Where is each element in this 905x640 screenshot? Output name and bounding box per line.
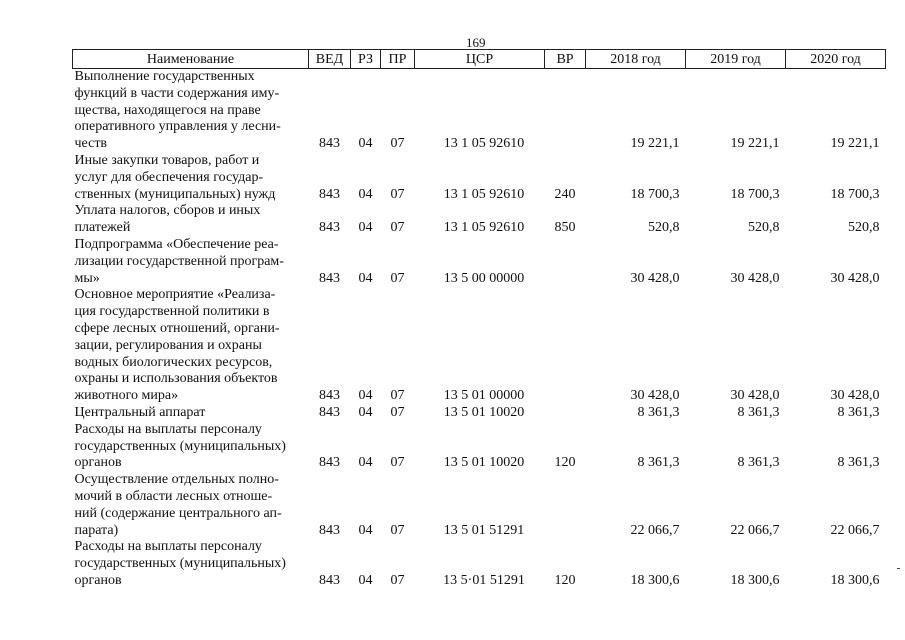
row-name-line: мочий в области лесных отноше-	[74, 488, 273, 504]
row-csr: 13 1 05 92610	[443, 220, 525, 236]
row-name-line: сфере лесных отношений, органи-	[74, 320, 280, 336]
row-name	[73, 237, 309, 287]
row-vr	[545, 69, 586, 153]
row-2018: 18 700,3	[630, 186, 680, 202]
row-name-line: услуг для обеспечения государ-	[74, 169, 264, 185]
row-pr: 07	[390, 270, 405, 286]
row-ved: 843	[319, 572, 340, 588]
row-name-line: Подпрограмма «Обеспечение реа-	[74, 236, 279, 252]
row-name-line: ний (содержание центрального ап-	[74, 505, 282, 521]
row-rz: 04	[358, 136, 373, 152]
row-2020: 18 700,3	[830, 186, 880, 202]
row-name-line: Осуществление отдельных полно-	[74, 472, 279, 488]
row-rz: 04	[358, 186, 373, 202]
row-2018: 8 361,3	[637, 404, 680, 420]
row-pr: 07	[390, 404, 405, 420]
row-ved: 843	[319, 220, 340, 236]
row-2019: 18 700,3	[730, 186, 780, 202]
row-2018: 30 428,0	[630, 388, 680, 404]
row-pr: 07	[390, 186, 405, 202]
row-name-line: платежей	[74, 220, 131, 236]
row-csr: 13 5·01 51291	[443, 572, 525, 588]
row-vr: 120	[554, 455, 576, 471]
table-row	[73, 539, 886, 589]
row-name-line: Расходы на выплаты персоналу	[74, 421, 262, 437]
row-rz: 04	[358, 388, 373, 404]
row-2020: 30 428,0	[830, 388, 880, 404]
row-csr: 13 5 01 10020	[443, 404, 525, 420]
row-rz: 04	[358, 455, 373, 471]
header-2018: 2018 год	[586, 50, 686, 69]
row-csr: 13 1 05 92610	[443, 186, 525, 202]
row-rz: 04	[358, 270, 373, 286]
row-name-line: государственных (муниципальных)	[74, 438, 286, 454]
row-pr: 07	[390, 136, 405, 152]
row-pr: 07	[390, 220, 405, 236]
row-ved: 843	[319, 455, 340, 471]
row-ved: 843	[319, 186, 340, 202]
row-ved: 843	[319, 136, 340, 152]
table-body	[73, 69, 886, 590]
row-pr: 07	[390, 572, 405, 588]
row-ved: 843	[319, 270, 340, 286]
row-vr	[545, 405, 586, 422]
row-2020: 22 066,7	[830, 522, 880, 538]
row-csr: 13 5 01 10020	[443, 455, 525, 471]
row-vr: 850	[554, 220, 576, 236]
row-name-line: ция государственной политики в	[74, 304, 270, 320]
table-row	[73, 287, 886, 405]
row-name	[73, 405, 309, 422]
row-ved: 843	[319, 404, 340, 420]
row-name-line: государственных (муниципальных)	[74, 556, 286, 572]
row-2019: 30 428,0	[730, 270, 780, 286]
row-2019: 8 361,3	[737, 404, 780, 420]
row-rz: 04	[358, 404, 373, 420]
row-vr	[545, 287, 586, 405]
row-pr: 07	[390, 388, 405, 404]
budget-table	[72, 49, 886, 590]
row-name-line: Уплата налогов, сборов и иных	[74, 203, 261, 219]
row-2019: 520,8	[748, 220, 780, 236]
row-name-line: зации, регулирования и охраны	[74, 337, 262, 353]
row-2020: 8 361,3	[837, 455, 880, 471]
row-pr: 07	[390, 455, 405, 471]
header-2020: 2020 год	[786, 50, 886, 69]
row-2018: 30 428,0	[630, 270, 680, 286]
table-row	[73, 153, 886, 203]
row-name-line: лизации государственной програм-	[74, 253, 284, 269]
row-name-line: щества, находящегося на праве	[74, 102, 261, 118]
table-header-row	[73, 50, 886, 69]
row-2020: 19 221,1	[830, 136, 880, 152]
table-row	[73, 422, 886, 472]
row-2019: 19 221,1	[730, 136, 780, 152]
row-name	[73, 422, 309, 472]
row-2018: 19 221,1	[630, 136, 680, 152]
row-2020: 18 300,6	[830, 572, 880, 588]
page-number: 169	[466, 35, 486, 50]
row-name-line: Основное мероприятие «Реализа-	[74, 287, 276, 303]
row-rz: 04	[358, 522, 373, 538]
row-name	[73, 203, 309, 237]
row-name-line: ственных (муниципальных) нужд	[74, 186, 276, 202]
header-rz: РЗ	[351, 50, 381, 69]
row-rz: 04	[358, 572, 373, 588]
table-row	[73, 203, 886, 237]
row-2018: 520,8	[648, 220, 680, 236]
row-name-line: парата)	[74, 522, 119, 538]
row-name-line: Иные закупки товаров, работ и	[74, 152, 260, 168]
row-name-line: Выполнение государственных	[74, 69, 255, 84]
row-name-line: охраны и использования объектов	[74, 371, 278, 387]
row-name	[73, 472, 309, 539]
row-name-line: животного мира»	[74, 388, 179, 404]
row-name-line: оперативного управления у лесни-	[74, 119, 281, 135]
row-2018: 8 361,3	[637, 455, 680, 471]
row-name-line: Расходы на выплаты персоналу	[74, 539, 262, 555]
row-ved: 843	[319, 388, 340, 404]
row-name-line: функций в части содержания иму-	[74, 85, 280, 101]
row-ved: 843	[319, 522, 340, 538]
row-name-line: Центральный аппарат	[74, 404, 206, 420]
row-csr: 13 5 01 00000	[443, 388, 525, 404]
row-csr: 13 5 01 51291	[443, 522, 525, 538]
table-row	[73, 237, 886, 287]
table-row	[73, 472, 886, 539]
row-2018: 22 066,7	[630, 522, 680, 538]
row-2019: 30 428,0	[730, 388, 780, 404]
row-name-line: органов	[74, 455, 122, 471]
row-name-line: честв	[74, 136, 108, 152]
table-row	[73, 405, 886, 422]
row-csr: 13 5 00 00000	[443, 270, 525, 286]
header-csr: ЦСР	[415, 50, 545, 69]
row-name-line: органов	[74, 572, 122, 588]
margin-mark	[897, 568, 900, 569]
row-name	[73, 539, 309, 589]
header-2019: 2019 год	[686, 50, 786, 69]
row-vr	[545, 237, 586, 287]
row-vr: 240	[554, 186, 576, 202]
row-vr	[545, 472, 586, 539]
table-row	[73, 69, 886, 153]
row-csr: 13 1 05 92610	[443, 136, 525, 152]
row-name	[73, 69, 309, 153]
row-2020: 8 361,3	[837, 404, 880, 420]
row-name	[73, 153, 309, 203]
row-name-line: водных биологических ресурсов,	[74, 354, 273, 370]
row-name	[73, 287, 309, 405]
row-name-line: мы»	[74, 270, 100, 286]
header-ved: ВЕД	[309, 50, 351, 69]
row-2020: 30 428,0	[830, 270, 880, 286]
row-vr: 120	[554, 572, 576, 588]
row-2018: 18 300,6	[630, 572, 680, 588]
header-pr: ПР	[381, 50, 415, 69]
row-rz: 04	[358, 220, 373, 236]
row-2019: 8 361,3	[737, 455, 780, 471]
row-2019: 18 300,6	[730, 572, 780, 588]
header-name: Наименование	[73, 50, 309, 69]
row-2019: 22 066,7	[730, 522, 780, 538]
row-pr: 07	[390, 522, 405, 538]
header-vr: ВР	[545, 50, 586, 69]
row-2020: 520,8	[848, 220, 880, 236]
